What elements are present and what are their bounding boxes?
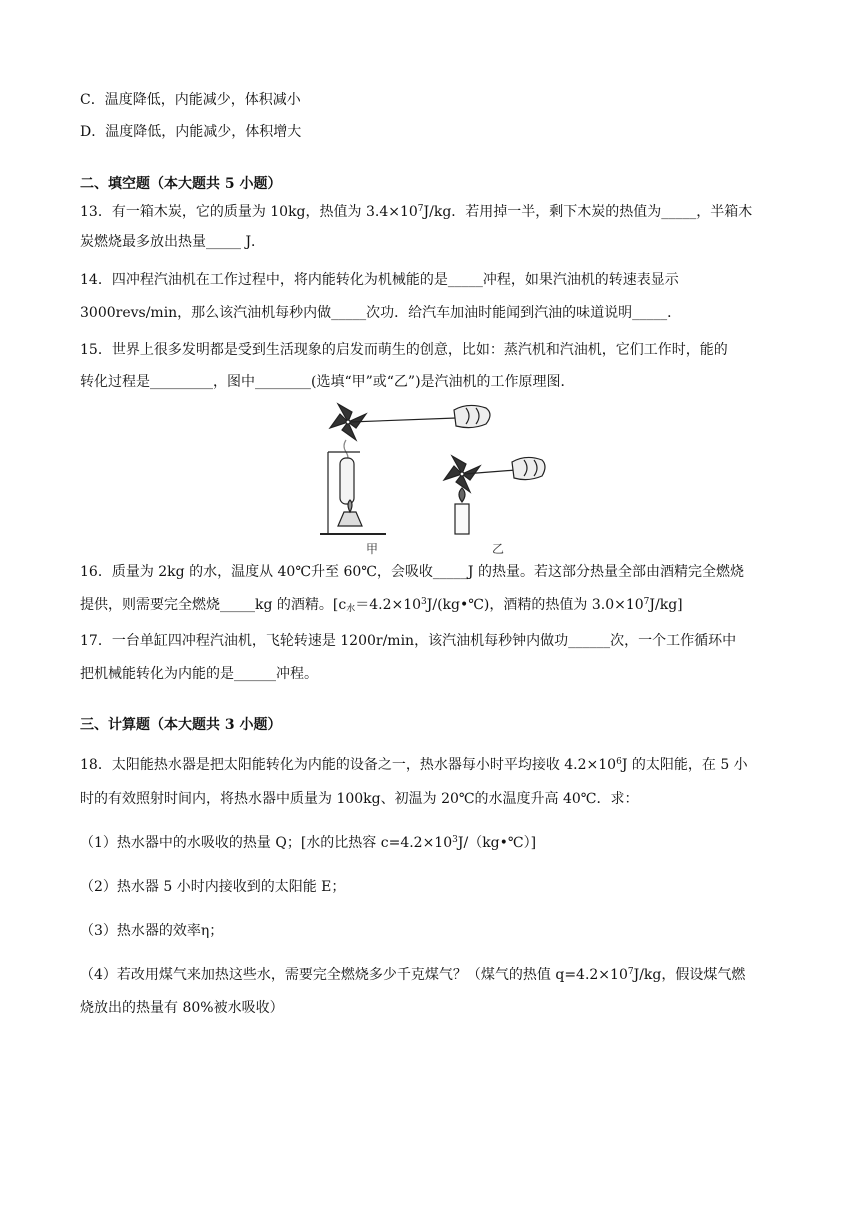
question-17-line-2: 把机械能转化为内能的是______冲程。 (80, 666, 318, 682)
pinwheel-figure-drawing (316, 396, 556, 558)
question-16-line-2: 提供，则需要完全燃烧_____kg 的酒精。[$c_水=4.2\times 10^3J/(kg•℃)$，酒精的热值为 $3.0\times 10^7J/kg$] (80, 597, 683, 614)
figure-yi-drawing (444, 456, 545, 534)
question-18-part-4-line-2: 烧放出的热量有 80%被水吸收） (80, 1000, 284, 1016)
question-18-part-2: （2）热水器 5 小时内接收到的太阳能 E； (80, 879, 346, 895)
question-18-part-1: （1）热水器中的水吸收的热量 Q；[水的比热容 $c=4.2\times 10^3J/(kg•℃)$] (80, 835, 537, 851)
experiment-figure (316, 396, 556, 558)
question-13-line-1: 13．有一箱木炭，它的质量为 10kg，热值为 $3.4\times 10^7J/kg$．若用掉一半，剩下木炭的热值为_____，半箱木 (80, 204, 753, 220)
section-3-heading: 三、计算题（本大题共 3 小题） (80, 717, 282, 733)
option-d: D．温度降低，内能减少，体积增大 (80, 124, 302, 140)
question-16-line-1: 16．质量为 2kg 的水，温度从 40℃升至 60℃，会吸收_____J 的热量。若这部分热量全部由酒精完全燃烧 (80, 564, 744, 580)
question-18-part-4-line-1: （4）若改用煤气来加热这些水，需要完全燃烧多少千克煤气？（煤气的热值 $q=4.2\times 10^7J/kg$，假设煤气燃 (80, 967, 746, 983)
question-18-line-1: 18．太阳能热水器是把太阳能转化为内能的设备之一，热水器每小时平均接收 $4.2\times 10^6J$ 的太阳能，在 5 小 (80, 757, 748, 773)
question-14-line-2: 3000revs/min，那么该汽油机每秒内做_____次功．给汽车加油时能闻到汽油的味道说明_____． (80, 305, 682, 321)
question-17-line-1: 17．一台单缸四冲程汽油机，飞轮转速是 1200r/min，该汽油机每秒钟内做功______次，一个工作循环中 (80, 633, 737, 649)
figure-label-yi: 乙 (492, 542, 505, 556)
question-15-line-1: 15．世界上很多发明都是受到生活现象的启发而萌生的创意，比如：蒸汽机和汽油机，它们工作时，能的 (80, 342, 728, 358)
question-18-line-2: 时的有效照射时间内，将热水器中质量为 100kg、初温为 20℃的水温度升高 40℃．求： (80, 791, 639, 807)
question-15-line-2: 转化过程是_________，图中________(选填“甲”或“乙”)是汽油机的工作原理图． (80, 374, 575, 390)
section-2-heading: 二、填空题（本大题共 5 小题） (80, 176, 282, 192)
question-13-line-2: 炭燃烧最多放出热量_____ J． (80, 234, 266, 250)
figure-label-jia: 甲 (366, 542, 379, 556)
option-c: C．温度降低，内能减少，体积减小 (80, 92, 301, 108)
question-18-part-3: （3）热水器的效率η； (80, 923, 224, 939)
question-14-line-1: 14．四冲程汽油机在工作过程中，将内能转化为机械能的是_____冲程，如果汽油机的转速表显示 (80, 272, 679, 288)
